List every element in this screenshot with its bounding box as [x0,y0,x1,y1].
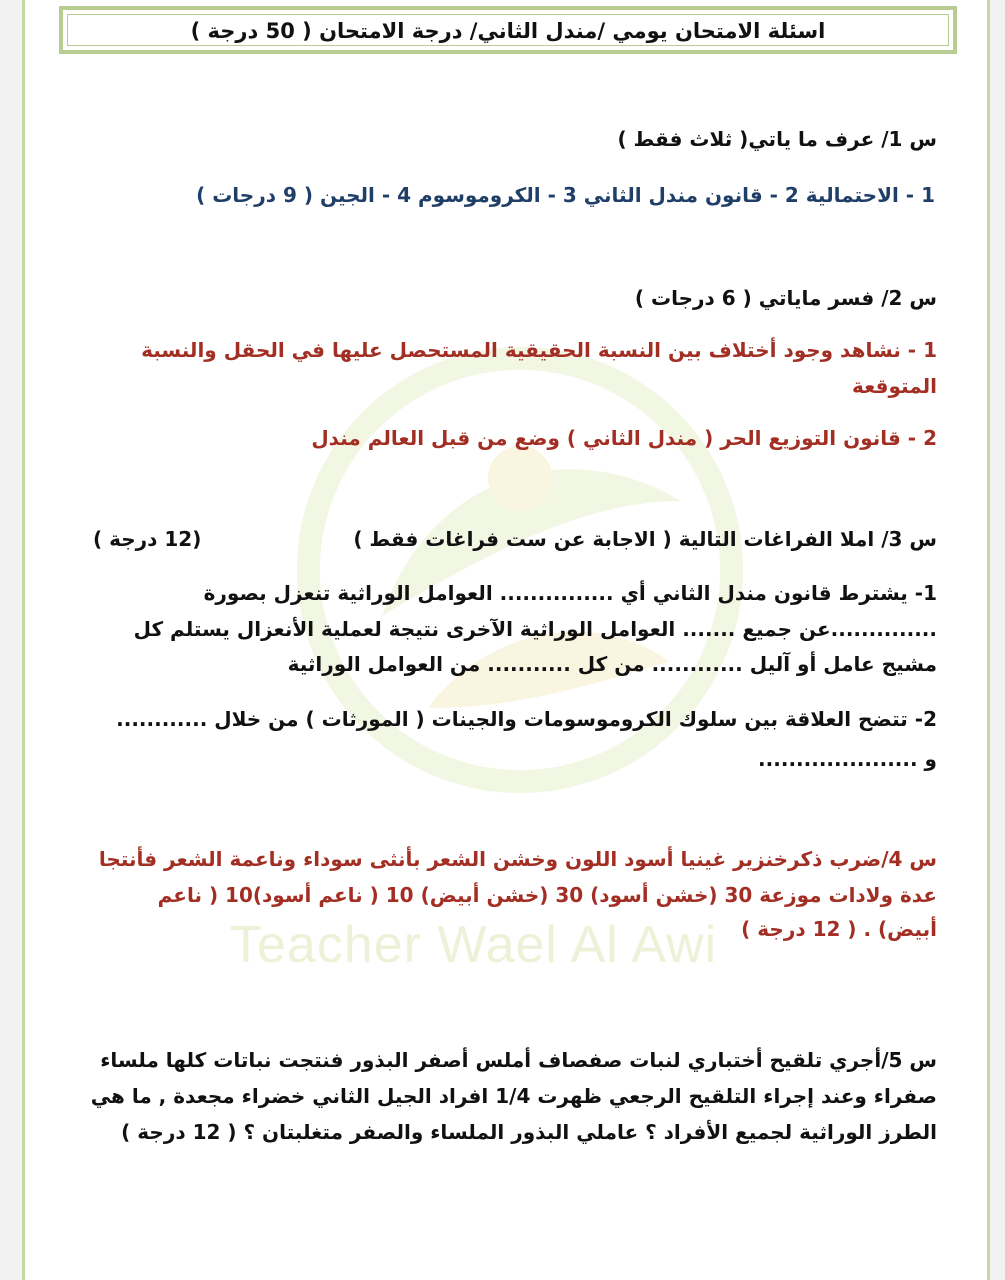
q3-item2-line1: 2- تتضح العلاقة بين سلوك الكروموسومات والجينات ( المورثات ) من خلال ............ [116,707,937,731]
q2-item1-line1: 1 - نشاهد وجود أختلاف بين النسبة الحقيقية المستحصل عليها في الحقل والنسبة [141,338,937,362]
q2-item1-line2: المتوقعة [852,374,937,398]
q3-marks: (12 درجة ) [93,527,202,551]
q1-items: 1 - الاحتمالية 2 - قانون مندل الثاني 3 - الكروموسوم 4 - الجين ( 9 درجات ) [196,183,935,207]
title-frame [59,6,957,54]
q3-heading: س 3/ املا الفراغات التالية ( الاجابة عن ست فراغات فقط ) [353,527,937,551]
q3-item1-line2: ..............عن جميع ....... العوامل الوراثية الآخرى نتيجة لعملية الأنعزال يستلم كل [133,617,937,641]
q2-item2: 2 - قانون التوزيع الحر ( مندل الثاني ) وضع من قبل العالم مندل [311,426,937,450]
title-inner-frame [67,14,949,46]
q3-item2-line2: و ..................... [758,747,937,771]
q4-line3: أبيض) . ( 12 درجة ) [741,917,937,941]
q1-heading: س 1/ عرف ما ياتي( ثلاث فقط ) [617,127,937,151]
q5-line3: الطرز الوراثية لجميع الأفراد ؟ عاملي البذور الملساء والصفر متغلبتان ؟ ( 12 درجة ) [121,1120,937,1144]
q4-line2: عدة ولادات موزعة 30 (خشن أسود) 30 (خشن أبيض) 10 ( ناعم أسود)10 ( ناعم [157,883,937,907]
q5-line2: صفراء وعند إجراء التلقيح الرجعي ظهرت 1/4 افراد الجيل الثاني خضراء مجعدة , ما هي [90,1084,937,1108]
q5-line1: س 5/أجري تلقيح أختباري لنبات صفصاف أملس أصفر البذور فنتجت نباتات كلها ملساء [100,1048,937,1072]
q2-heading: س 2/ فسر ماياتي ( 6 درجات ) [634,286,937,310]
watermark-text: Teacher Wael Al Awi [230,916,718,974]
q4-line1: س 4/ضرب ذكرخنزير غينيا أسود اللون وخشن الشعر بأنثى سوداء وناعمة الشعر فأنتجا [98,847,937,871]
q3-item1-line3: مشيج عامل أو آليل ............ من كل ........... من العوامل الوراثية [287,652,937,676]
exam-page [22,0,990,1280]
q3-item1-line1: 1- يشترط قانون مندل الثاني أي ............... العوامل الوراثية تنعزل بصورة [203,581,937,605]
exam-title: اسئلة الامتحان يومي /مندل الثاني/ درجة الامتحان ( 50 درجة ) [190,19,826,43]
